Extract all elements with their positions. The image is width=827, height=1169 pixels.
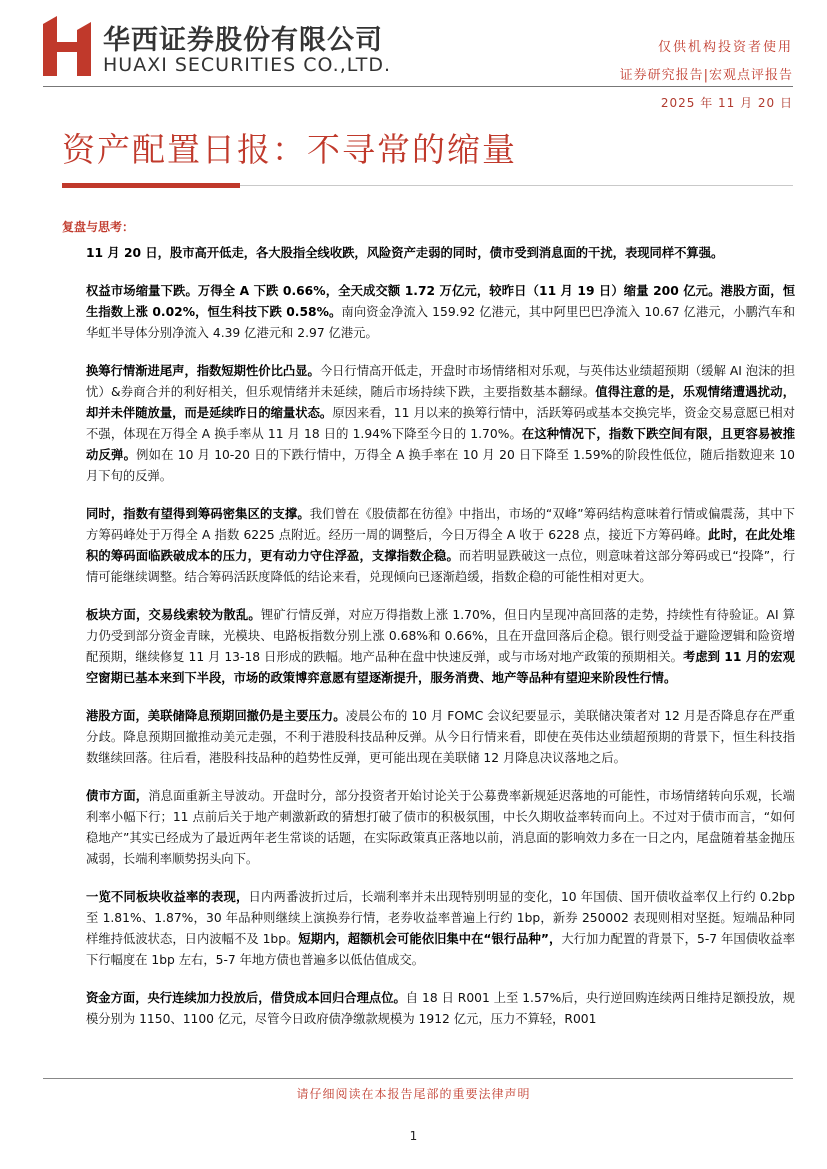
emphasis-text: 此时，在此处堆积的筹码面临跌破成本的压力，更有动力守住浮盈，支撑指数企稳。 [86,528,795,563]
emphasis-text: 权益市场缩量下跌。万得全 A 下跌 0.66%，全天成交额 1.72 万亿元，较昨日（11 月 19 日）缩量 200 亿元。港股方面，恒生指数上涨 0.02%，恒生科技下跌 0.58%。 [86,284,795,319]
body-text: 消息面重新主导波动。开盘时分，部分投资者开始讨论关于公募费率新规延迟落地的可能性，市场情绪转向乐观，长端利率小幅下行；11 点前后关于地产刺激新政的猜想打破了债市的积极氛围，中长久期收益率转而向上。不过对于债市而言，“如何稳地产”其实已经成为了最近两年老生常谈的话题，在实际政策真正落地以前，消息面的影响效力多在一日之内，尾盘随着基金抛压减弱，长端利率顺势拐头向下。 [86,789,795,866]
emphasis-text: 债市方面， [86,789,149,803]
company-name-cn: 华西证券股份有限公司 [103,25,383,56]
body-paragraph [86,786,795,870]
body-paragraph [86,988,795,1030]
emphasis-text: 11 月 20 日，股市高开低走，各大股指全线收跌，风险资产走弱的同时，债市受到消息面的干扰，表现同样不算强。 [86,246,724,260]
emphasis-text: 同时，指数有望得到筹码密集区的支撑。 [86,507,310,521]
body-text: 原因来看，11 月以来的换筹行情中，活跃筹码或基本交换完毕，资金交易意愿已相对不强，体现在万得全 A 换手率从 11 月 18 日的 1.94%下降至今日的 1.70%。 [86,406,795,441]
footer-divider [43,1078,793,1079]
emphasis-text: 港股方面，美联储降息预期回撤仍是主要压力。 [86,709,346,723]
body-text: 日内两番波折过后，长端利率并未出现特别明显的变化，10 年国债、国开债收益率仅上行约 0.2bp 至 1.81%、1.87%，30 年品种则继续上演换券行情，老券收益率普遍上行约 1bp，新券 250002 表现则相对坚挺。短端品种同样维持低波状态，日内波幅不及 1bp。 [86,890,795,946]
body-paragraph [86,887,795,971]
emphasis-text: 板块方面，交易线索较为散乱。 [86,608,261,622]
body-text: 锂矿行情反弹，对应万得指数上涨 1.70%，但日内呈现冲高回落的走势，持续性有待验证。AI 算力仍受到部分资金青睐，光模块、电路板指数分别上涨 0.68%和 0.66%，且在开盘回落后企稳。银行则受益于避险逻辑和险资增配预期，继续修复 11 月 13-18 日形成的跌幅。地产品种在盘中快速反弹，或与市场对地产政策的预期相关。 [86,608,795,664]
emphasis-text: 资金方面，央行连续加力投放后，借贷成本回归合理点位。 [86,991,406,1005]
body-text: 大行加力配置的背景下，5-7 年国债收益率下行幅度在 1bp 左右，5-7 年地方债也普遍多以低估值成交。 [86,932,795,967]
body-text: 南向资金净流入 159.92 亿港元，其中阿里巴巴净流入 10.67 亿港元，小鹏汽车和华虹半导体分别净流入 4.39 亿港元和 2.97 亿港元。 [86,305,795,340]
body-text: 今日行情高开低走，开盘时市场情绪相对乐观，与英伟达业绩超预期（缓解 AI 泡沫的担忧）&券商合并的利好相关，但乐观情绪并未延续，随后市场持续下跌，主要指数基本翻绿。 [86,364,795,399]
page-number: 1 [409,1129,418,1143]
emphasis-text: 换筹行情渐进尾声，指数短期性价比凸显。 [86,364,320,378]
huaxi-logo-icon [43,16,91,76]
paragraph-list [86,243,795,1030]
emphasis-text: 一览不同板块收益率的表现， [86,890,249,904]
body-text: 而若明显跌破这一点位，则意味着这部分筹码或已“投降”，行情可能继续调整。结合筹码活跃度降低的结论来看，兑现倾向已逐渐趋缓，指数企稳的可能性相对更大。 [86,549,795,584]
report-title: 资产配置日报：不寻常的缩量 [62,130,517,169]
body-text: 我们曾在《股债都在彷徨》中指出，市场的“双峰”筹码结构意味着行情或偏震荡，其中下方筹码峰处于万得全 A 指数 6225 点附近。经历一周的调整后，今日万得全 A 收于 6228 点，接近下方筹码峰。 [86,507,795,542]
header-divider [43,86,793,87]
company-name-en: HUAXI SECURITIES CO.,LTD. [103,54,391,76]
body-paragraph [86,361,795,487]
body-text: 凌晨公布的 10 月 FOMC 会议纪要显示，美联储决策者对 12 月是否降息存在严重分歧。降息预期回撤推动美元走强，不利于港股科技品种反弹。从今日行情来看，即使在英伟达业绩超预期的背景下，恒生科技指数继续回落。往后看，港股科技品种的趋势性反弹，更可能出现在美联储 12 月降息决议落地之后。 [86,709,795,765]
title-underline-accent [62,183,240,188]
page-header [0,0,827,118]
report-date: 2025 年 11 月 20 日 [660,96,793,110]
title-underline [240,185,793,186]
audience-note: 仅供机构投资者使用 [657,40,793,55]
section-heading: 复盘与思考： [62,220,135,234]
body-paragraph [86,706,795,769]
body-paragraph [86,281,795,344]
body-paragraph [86,605,795,689]
report-type: 证券研究报告|宏观点评报告 [619,68,793,83]
emphasis-text: 短期内，超额机会可能依旧集中在“银行品种”， [298,932,562,946]
body-paragraph [86,504,795,588]
emphasis-text: 值得注意的是，乐观情绪遭遇扰动，却并未伴随放量，而是延续昨日的缩量状态。 [86,385,795,420]
emphasis-text: 考虑到 11 月的宏观空窗期已基本来到下半段，市场的政策博弈意愿有望逐渐提升，服务消费、地产等品种有望迎来阶段性行情。 [86,650,795,685]
body-paragraph [86,243,795,264]
report-body [62,218,795,1047]
legal-disclaimer: 请仔细阅读在本报告尾部的重要法律声明 [296,1087,531,1101]
body-text: 自 18 日 R001 上至 1.57%后，央行逆回购连续两日维持足额投放，规模分别为 1150、1100 亿元，尽管今日政府债净缴款规模为 1912 亿元，压力不算轻，R001 [86,991,795,1026]
body-text: 例如在 10 月 10-20 日的下跌行情中，万得全 A 换手率在 10 月 20 日下降至 1.59%的阶段性低位，随后指数迎来 10 月下旬的反弹。 [86,448,795,483]
emphasis-text: 在这种情况下，指数下跌空间有限，且更容易被推动反弹。 [86,427,795,462]
